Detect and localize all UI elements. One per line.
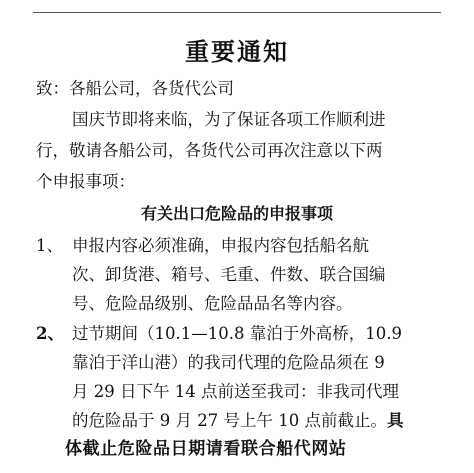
item-1-number: 1、	[36, 236, 63, 255]
intro-line-1: 国庆节即将来临，为了保证各项工作顺利进	[72, 110, 386, 129]
item-2-emphasis-start: 具	[386, 411, 404, 430]
item-2-bold-line: 体截止危险品日期请看联合船代网站	[65, 439, 347, 459]
top-rule	[33, 12, 441, 13]
item-2-line-4	[72, 409, 403, 433]
section-heading: 有关出口危险品的申报事项	[140, 204, 333, 223]
item-2-line-2: 靠泊于洋山港）的我司代理的危险品须在 9	[72, 353, 385, 372]
item-1-line-2: 次、卸货港、箱号、毛重、件数、联合国编	[72, 265, 386, 284]
item-1-line-1: 申报内容必须准确，申报内容包括船名航	[72, 236, 369, 255]
item-2-line-4-text: 的危险品于 9 月 27 号上午 10 点前截止。	[72, 411, 387, 430]
notice-title: 重要通知	[185, 38, 289, 66]
salutation: 致：各船公司，各货代公司	[36, 79, 234, 98]
item-2-number: 2、	[36, 324, 64, 343]
intro-line-2: 行，敬请各船公司，各货代公司再次注意以下两	[36, 141, 383, 160]
item-2-line-3: 月 29 日下午 14 点前送至我司：非我司代理	[72, 382, 399, 401]
item-1-line-3: 号、危险品级别、危险品品名等内容。	[72, 294, 353, 313]
intro-line-3: 个申报事项：	[36, 172, 135, 191]
item-2-line-1: 过节期间（10.1—10.8 靠泊于外高桥，10.9	[72, 324, 402, 343]
